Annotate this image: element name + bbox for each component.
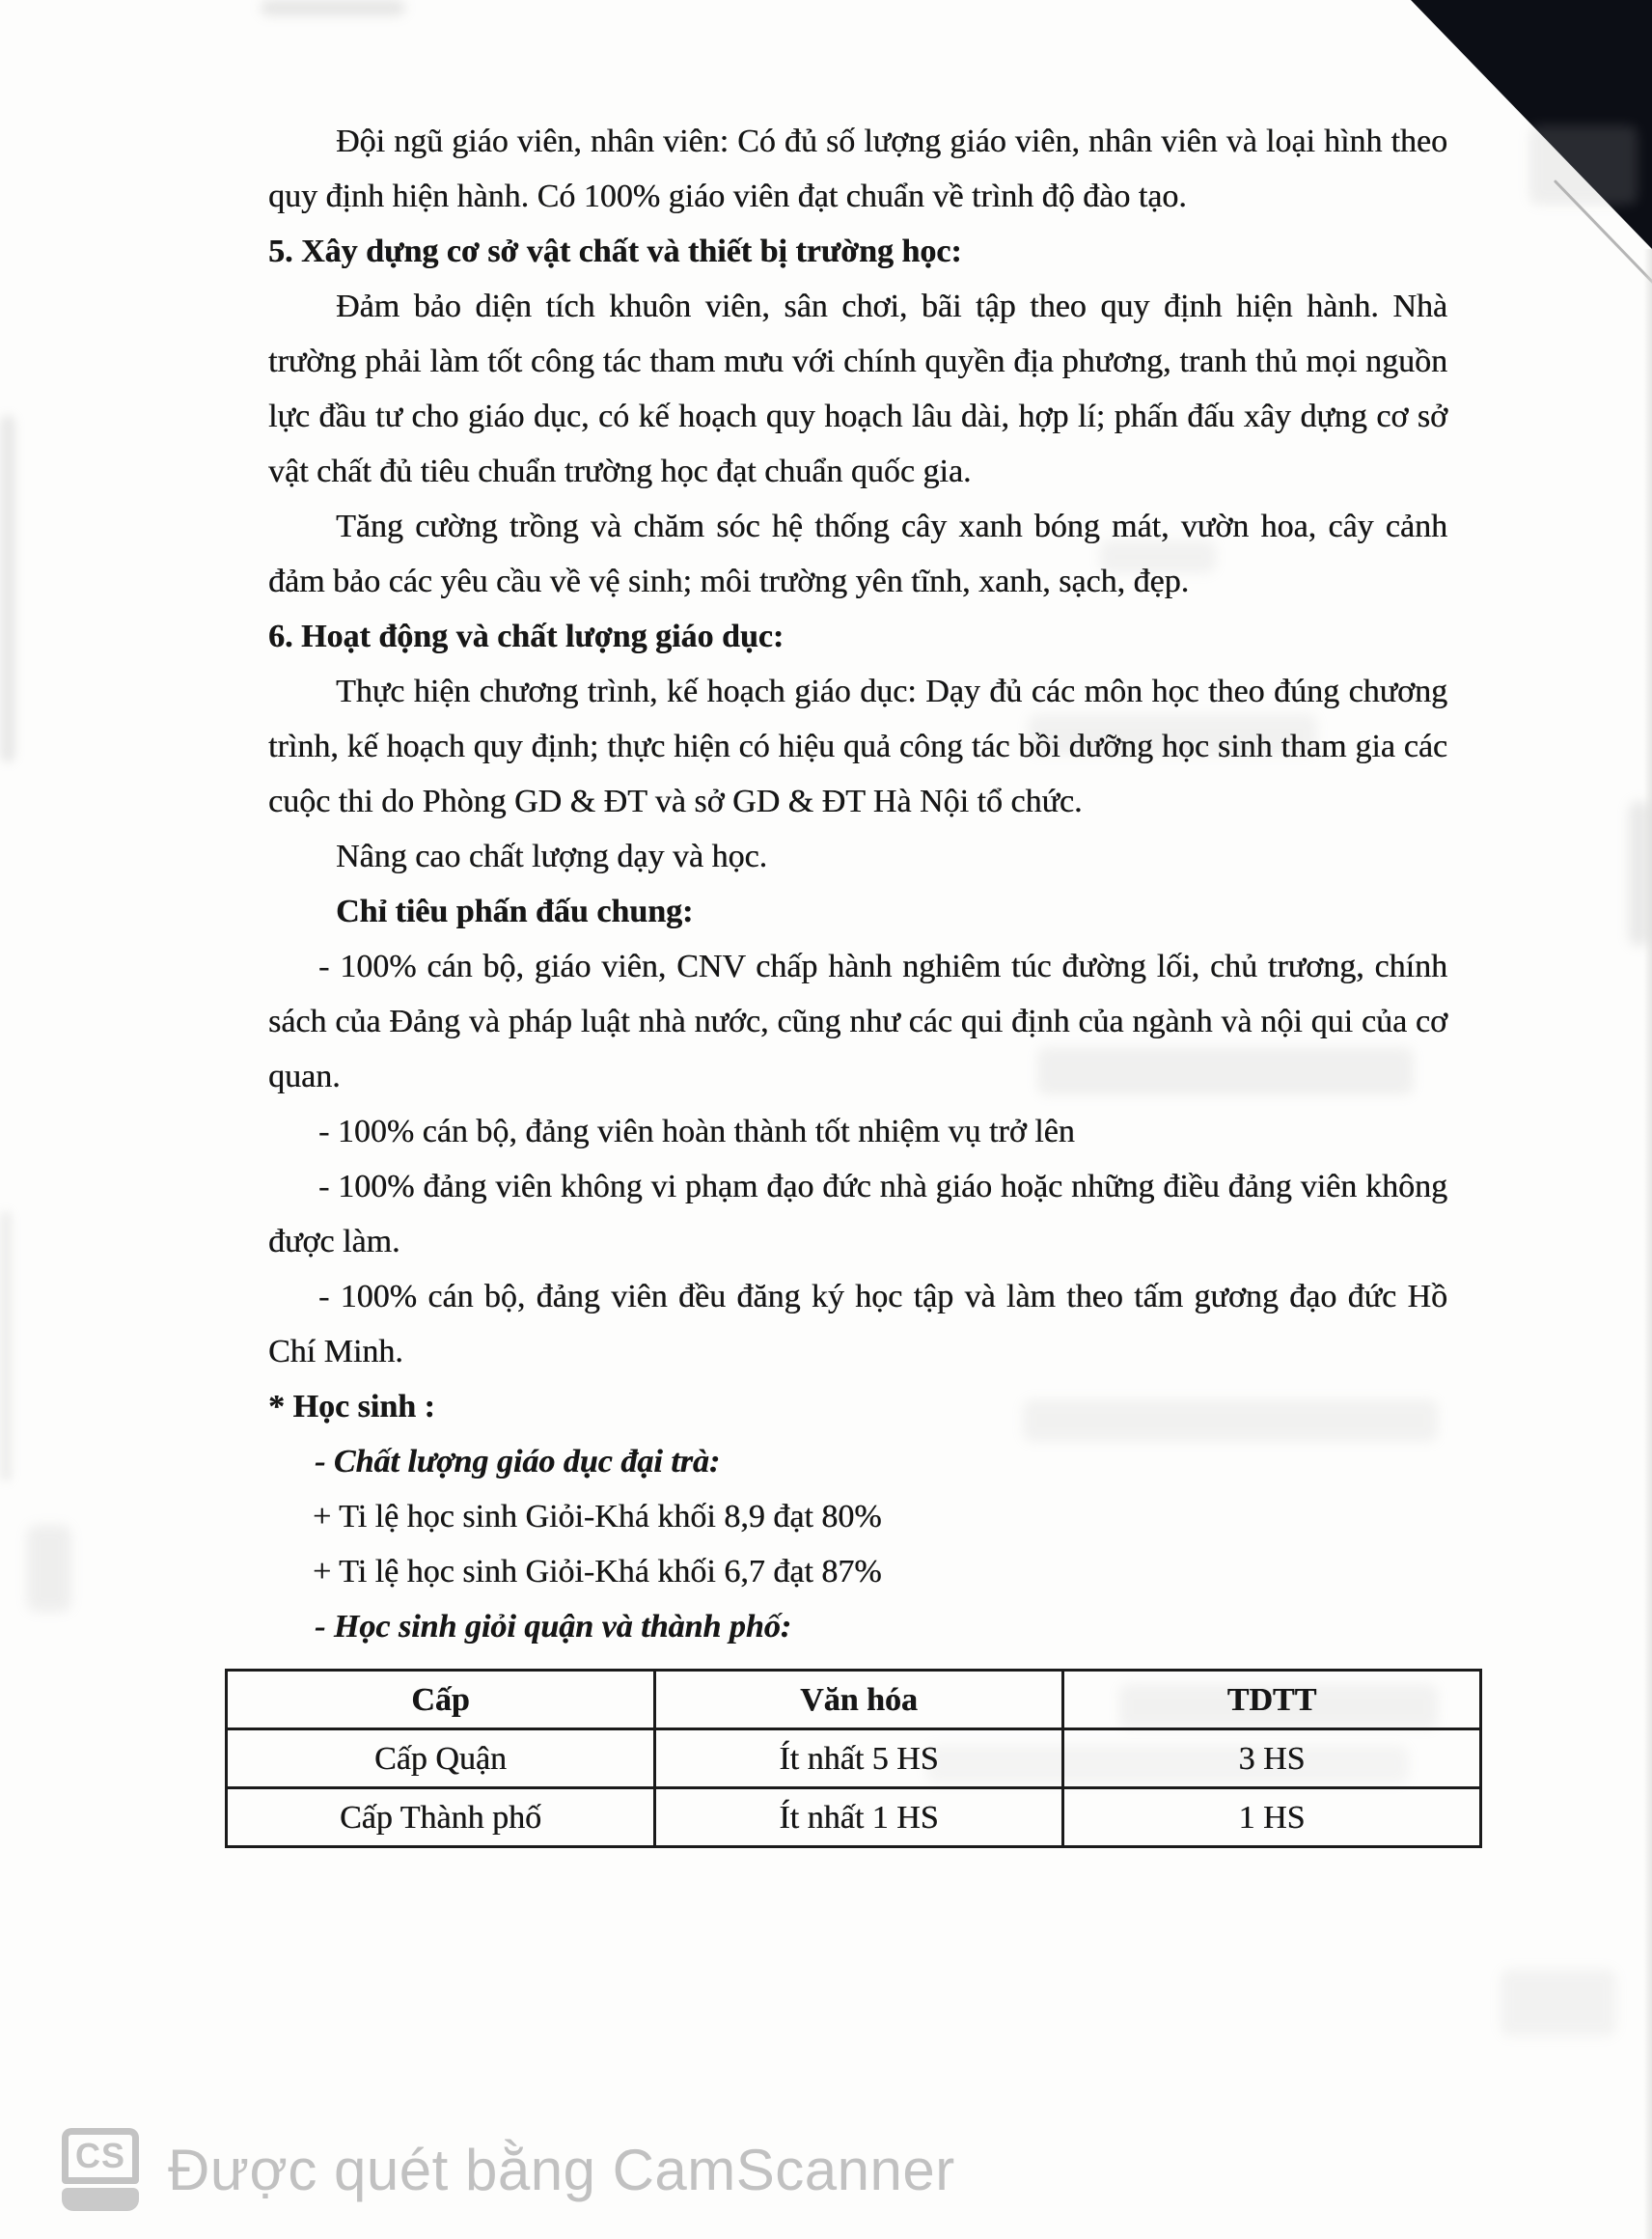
scan-bleedthrough (1529, 125, 1638, 205)
scan-edge-streak (0, 415, 15, 762)
camscanner-logo-letters: CS (62, 2128, 139, 2184)
para-facilities: Đảm bảo diện tích khuôn viên, sân chơi, bãi tập theo quy định hiện hành. Nhà trường phải làm tốt công tác tham mưu với chính quyền địa phương, tranh thủ mọi nguồn lực đầu tư cho giáo dục, có kế hoạch quy hoạch lâu dài, hợp lí; phấn đấu xây dựng cơ sở vật chất đủ tiêu chuẩn trường học đạt chuẩn quốc gia. (268, 289, 1447, 489)
subheading-mass-quality: - Chất lượng giáo dục đại trà: (315, 1444, 721, 1479)
scan-edge-streak (0, 1211, 12, 1481)
table-cell: 3 HS (1063, 1729, 1481, 1788)
table-header-level: Cấp (227, 1671, 655, 1729)
table-header-row (227, 1671, 1481, 1729)
scan-edge-shadow (1643, 249, 1652, 2239)
subheading-gifted-students: - Học sinh giỏi quận và thành phố: (315, 1609, 792, 1645)
camscanner-logo-base (62, 2188, 139, 2211)
para-teachers-staff: Đội ngũ giáo viên, nhân viên: Có đủ số lượng giáo viên, nhân viên và loại hình theo quy định hiện hành. Có 100% giáo viên đạt chuẩn về trình độ đào tạo. (268, 124, 1447, 214)
table-row-city (227, 1788, 1481, 1847)
document-body-text (268, 114, 1447, 1848)
camscanner-watermark-text: Được quét bằng CamScanner (168, 2137, 955, 2202)
table-row-district (227, 1729, 1481, 1788)
table-cell: Ít nhất 1 HS (655, 1788, 1063, 1847)
table-header-sports: TDTT (1063, 1671, 1481, 1729)
table-cell: Ít nhất 5 HS (655, 1729, 1063, 1788)
gifted-students-table (225, 1669, 1482, 1848)
bullet-compliance: - 100% cán bộ, giáo viên, CNV chấp hành nghiêm túc đường lối, chủ trương, chính sách của Đảng và pháp luật nhà nước, cũng như các qui định của ngành và nội qui của cơ quan. (268, 949, 1447, 1094)
heading-students: * Học sinh : (268, 1389, 435, 1424)
camscanner-watermark (62, 2127, 955, 2212)
heading-section-5: 5. Xây dựng cơ sở vật chất và thiết bị trường học: (268, 234, 962, 269)
table-cell: Cấp Thành phố (227, 1788, 655, 1847)
table-header-culture: Văn hóa (655, 1671, 1063, 1729)
table-cell: 1 HS (1063, 1788, 1481, 1847)
para-quality: Nâng cao chất lượng dạy và học. (336, 839, 768, 874)
scan-smudge (261, 0, 405, 15)
bullet-hochiminh-study: - 100% cán bộ, đảng viên đều đăng ký học tập và làm theo tấm gương đạo đức Hồ Chí Minh. (268, 1279, 1447, 1369)
heading-general-targets: Chỉ tiêu phấn đấu chung: (336, 894, 694, 929)
scan-bleedthrough (1501, 1969, 1616, 2036)
heading-section-6: 6. Hoạt động và chất lượng giáo dục: (268, 619, 785, 654)
para-greenery: Tăng cường trồng và chăm sóc hệ thống cây xanh bóng mát, vườn hoa, cây cảnh đảm bảo các yêu cầu về vệ sinh; môi trường yên tĩnh, xanh, sạch, đẹp. (268, 509, 1447, 599)
camscanner-logo-icon (62, 2128, 139, 2211)
item-grade-89-target: + Ti lệ học sinh Giỏi-Khá khối 8,9 đạt 80% (313, 1499, 882, 1534)
table-cell: Cấp Quận (227, 1729, 655, 1788)
para-curriculum: Thực hiện chương trình, kế hoạch giáo dục: Dạy đủ các môn học theo đúng chương trình, kế hoạch quy định; thực hiện có hiệu quả công tác bồi dưỡng học sinh tham gia các cuộc thi do Phòng GD & ĐT và sở GD & ĐT Hà Nội tổ chức. (268, 674, 1447, 819)
bullet-ethics: - 100% đảng viên không vi phạm đạo đức nhà giáo hoặc những điều đảng viên không được làm. (268, 1169, 1447, 1259)
item-grade-67-target: + Ti lệ học sinh Giỏi-Khá khối 6,7 đạt 87% (313, 1554, 882, 1589)
scan-edge-mark (1629, 801, 1650, 946)
scan-smudge (27, 1525, 71, 1612)
bullet-task-completion: - 100% cán bộ, đảng viên hoàn thành tốt nhiệm vụ trở lên (318, 1114, 1075, 1149)
